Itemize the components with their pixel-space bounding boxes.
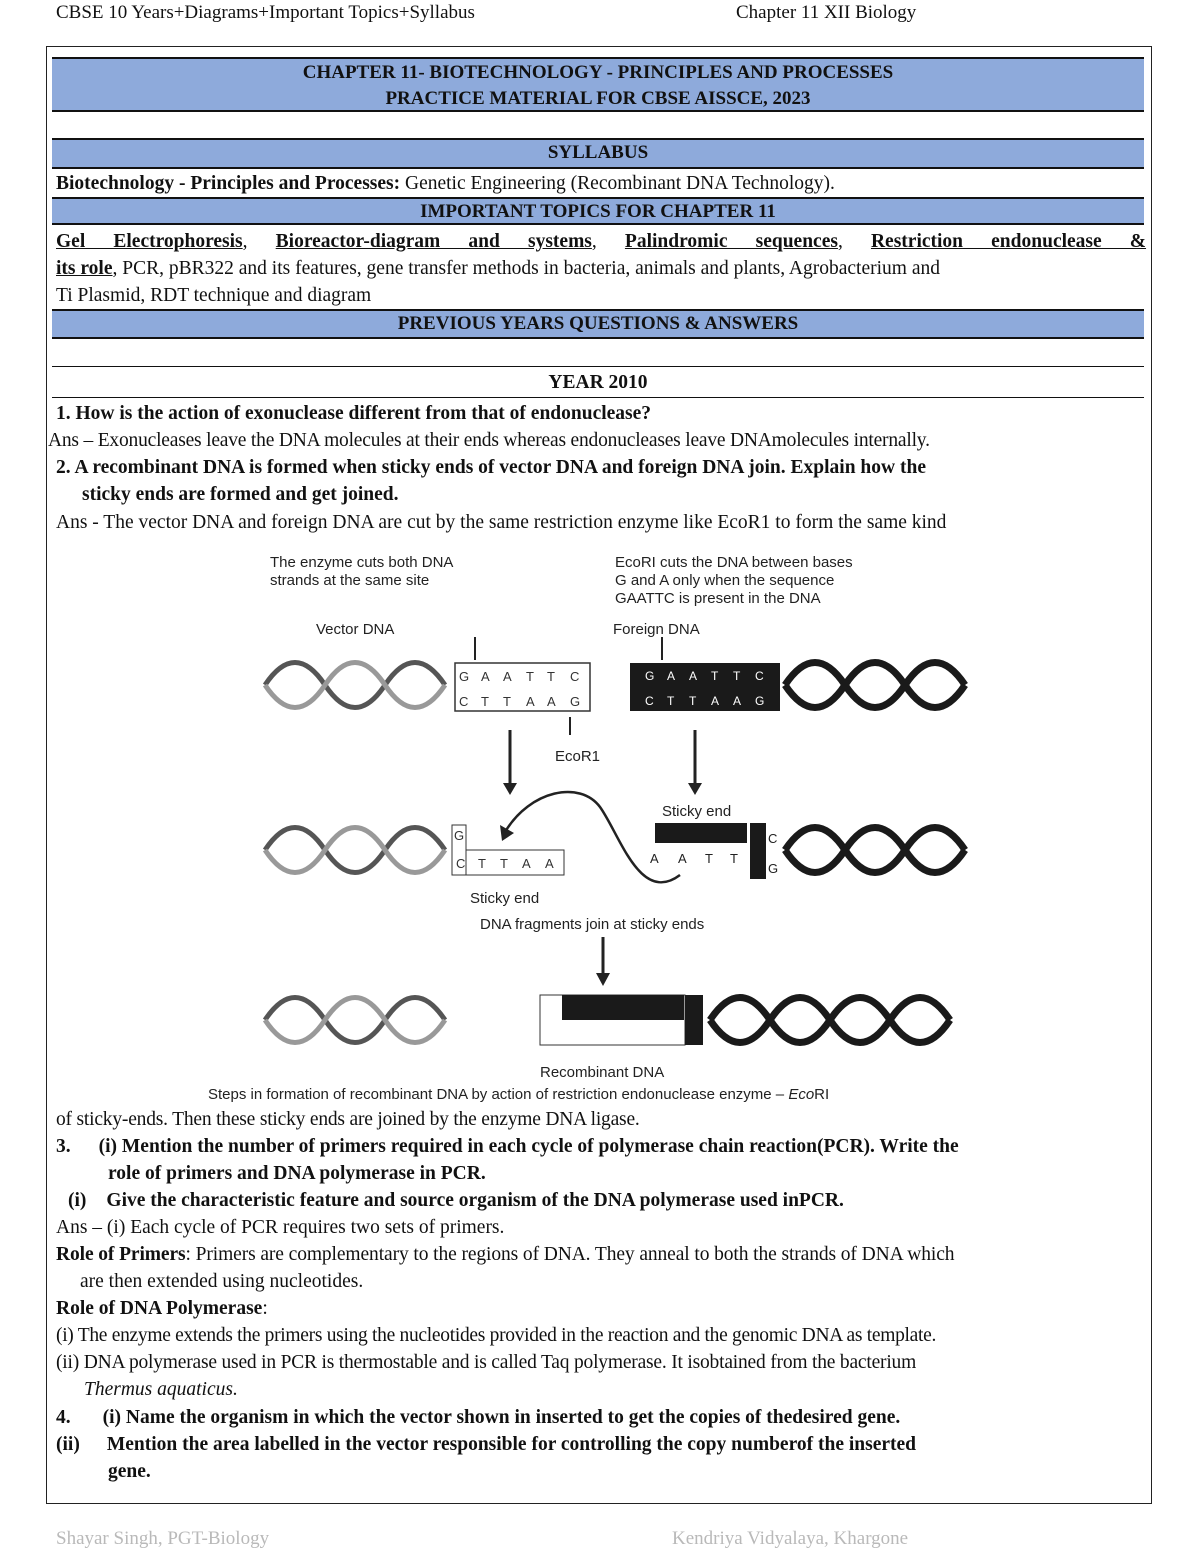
recombinant-junction-dark [685,995,703,1045]
svg-text:G: G [768,861,779,876]
year-heading: YEAR 2010 [548,372,648,393]
running-header-right: Chapter 11 XII Biology [736,2,917,23]
question-4-cont: gene. [108,1461,151,1482]
svg-text:C: C [768,831,778,846]
svg-text:A: A [650,851,659,866]
answer-3-primers-cont: are then extended using nucleotides. [80,1271,364,1292]
svg-text:T: T [705,851,713,866]
svg-text:T: T [547,669,555,684]
answer-3-primers: Role of Primers: Primers are complementary to the regions of DNA. They anneal to both the strands of DNA which [56,1244,955,1265]
syllabus-heading: SYLLABUS [52,138,1144,169]
svg-text:T: T [478,856,486,871]
svg-text:A: A [678,851,687,866]
note-right-1: EcoRI cuts the DNA between bases [615,554,853,571]
recombinant-helix-right [710,998,950,1043]
sticky-end-bottom-label: Sticky end [470,890,540,907]
vector-dna-label: Vector DNA [316,621,395,638]
svg-text:C: C [456,856,466,871]
svg-text:A: A [481,669,490,684]
divider [52,366,1144,367]
question-3: 3. (i) Mention the number of primers required in each cycle of polymerase chain reaction(PCR). Write the [56,1136,959,1157]
question-1: 1. How is the action of exonuclease different from that of endonuclease? [56,403,652,424]
running-header-left: CBSE 10 Years+Diagrams+Important Topics+Syllabus [56,2,475,23]
foreign-dna-label: Foreign DNA [613,621,700,638]
topics-line-1: Gel Electrophoresis, Bioreactor-diagram and systems, Palindromic sequences, Restriction endonuclease & [56,231,1147,252]
svg-text:T: T [667,694,675,708]
svg-text:G: G [755,694,765,708]
svg-text:T: T [711,669,719,683]
topics-heading: IMPORTANT TOPICS FOR CHAPTER 11 [52,197,1144,225]
svg-text:T: T [500,856,508,871]
question-3-part-2: (i) Give the characteristic feature and source organism of the DNA polymerase used inPCR. [68,1190,844,1211]
svg-text:T: T [503,694,511,709]
svg-text:A: A [522,856,531,871]
recombinant-junction-dark [562,995,684,1020]
chapter-title: CHAPTER 11- BIOTECHNOLOGY - PRINCIPLES AND PROCESSES [302,62,894,83]
foreign-sticky-end-block [750,823,766,879]
svg-text:G: G [459,669,470,684]
note-right-3: GAATTC is present in the DNA [615,590,821,607]
svg-text:G: G [570,694,581,709]
chapter-subtitle: PRACTICE MATERIAL FOR CBSE AISSCE, 2023 [385,88,811,109]
note-left-1: The enzyme cuts both DNA [270,554,454,571]
chapter-title-band [52,57,1144,112]
syllabus-text: Biotechnology - Principles and Processes: Genetic Engineering (Recombinant DNA Technology). [56,173,835,194]
svg-text:G: G [645,669,655,683]
foreign-sticky-helix [785,828,965,873]
svg-text:A: A [526,694,535,709]
svg-text:A: A [667,669,676,683]
answer-3-pol-ii: (ii) DNA polymerase used in PCR is thermostable and is called Taq polymerase. It isobtained from the bacterium [56,1352,917,1373]
svg-text:A: A [545,856,554,871]
running-footer-left: Shayar Singh, PGT-Biology [56,1528,270,1549]
answer-3: Ans – (i) Each cycle of PCR requires two sets of primers. [56,1217,505,1238]
svg-text:G: G [454,828,465,843]
svg-text:T: T [481,694,489,709]
note-right-2: G and A only when the sequence [615,572,835,589]
answer-2: Ans - The vector DNA and foreign DNA are cut by the same restriction enzyme like EcoR1 to form the same kind [56,512,947,533]
answer-2-cont: of sticky-ends. Then these sticky ends are joined by the enzyme DNA ligase. [56,1109,640,1130]
svg-text:T: T [730,851,738,866]
foreign-sticky-end-block [655,823,747,843]
topics-line-3: Ti Plasmid, RDT technique and diagram [56,285,372,306]
recombinant-helix-left [265,998,445,1043]
svg-text:C: C [645,694,654,708]
svg-text:A: A [711,694,720,708]
figure-caption: Steps in formation of recombinant DNA by action of restriction endonuclease enzyme – EcoRI [208,1086,830,1103]
svg-text:A: A [733,694,742,708]
question-2-cont: sticky ends are formed and get joined. [82,484,399,505]
running-footer-right: Kendriya Vidyalaya, Khargone [672,1528,909,1549]
note-left-2: strands at the same site [270,572,430,589]
vector-sticky-helix [265,828,445,873]
svg-text:A: A [547,694,556,709]
foreign-dna-helix [785,663,965,708]
ecor1-label: EcoR1 [555,748,601,765]
svg-text:C: C [755,669,764,683]
question-4-part-2: (ii) Mention the area labelled in the vector responsible for controlling the copy numberof the inserted [56,1434,917,1455]
join-label: DNA fragments join at sticky ends [480,916,705,933]
recombinant-dna-label: Recombinant DNA [540,1064,665,1081]
svg-text:T: T [526,669,534,684]
question-3-cont: role of primers and DNA polymerase in PCR. [108,1163,486,1184]
answer-3-polymerase: Role of DNA Polymerase: [56,1298,268,1319]
svg-text:A: A [503,669,512,684]
answer-3-pol-ii-cont: Thermus aquaticus. [84,1379,238,1400]
svg-text:C: C [459,694,469,709]
svg-text:T: T [733,669,741,683]
svg-text:A: A [689,669,698,683]
pyq-heading: PREVIOUS YEARS QUESTIONS & ANSWERS [52,309,1144,339]
svg-text:C: C [570,669,580,684]
vector-dna-helix [265,663,445,708]
answer-3-pol-i: (i) The enzyme extends the primers using the nucleotides provided in the reaction and the genomic DNA as template. [56,1325,937,1346]
divider [52,397,1144,398]
question-2: 2. A recombinant DNA is formed when sticky ends of vector DNA and foreign DNA join. Explain how the [56,457,926,478]
svg-text:T: T [689,694,697,708]
answer-1: Ans – Exonucleases leave the DNA molecules at their ends whereas endonucleases leave DNAmolecules internally. [48,430,930,451]
topics-line-2: its role, PCR, pBR322 and its features, gene transfer methods in bacteria, animals and plants, Agrobacterium and [56,258,940,279]
recombinant-dna-figure [200,545,1000,1110]
question-4: 4. (i) Name the organism in which the vector shown in inserted to get the copies of thedesired gene. [56,1407,901,1428]
sticky-end-top-label: Sticky end [662,803,732,820]
